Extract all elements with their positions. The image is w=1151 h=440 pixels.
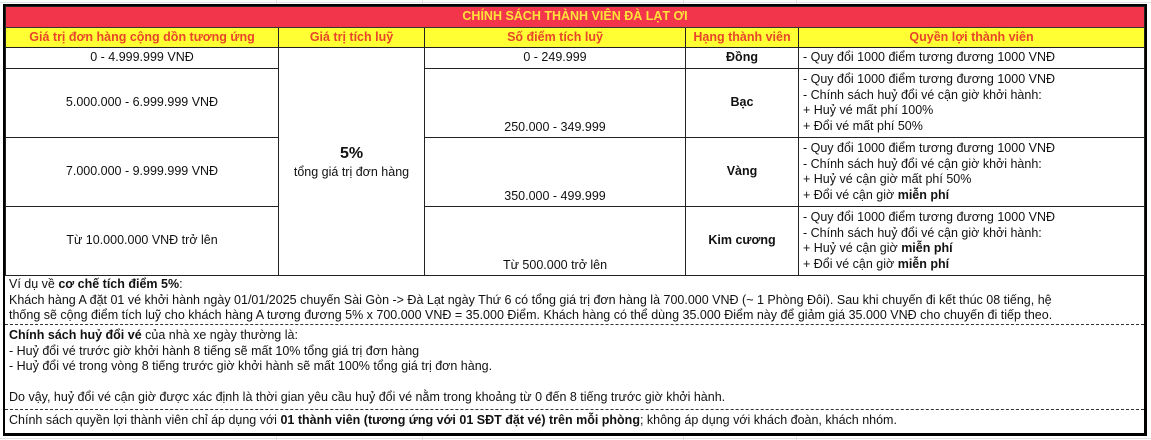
benefit-line: + Đổi vé mất phí 50% bbox=[803, 118, 923, 133]
header-points[interactable]: Số điểm tích luỹ bbox=[425, 28, 686, 48]
tier-cell[interactable]: Kim cương bbox=[686, 207, 799, 276]
benefit-line bbox=[803, 257, 1140, 273]
example-note[interactable] bbox=[5, 274, 1144, 325]
cancel-policy-conclusion: Do vậy, huỷ đổi vé cận giờ được xác định là thời gian yêu cầu huỷ đổi vé nằm trong khoảng từ 0 đến 8 tiếng trước giờ khởi hành. bbox=[9, 390, 726, 404]
benefits-cell[interactable] bbox=[799, 207, 1145, 276]
benefit-line: - Quy đổi 1000 điểm tương đương 1000 VNĐ bbox=[803, 210, 1056, 224]
scope-note[interactable] bbox=[5, 410, 1144, 434]
table-row bbox=[6, 69, 1145, 138]
header-accumulation-value[interactable]: Giá trị tích luỹ bbox=[279, 28, 425, 48]
benefit-line: - Chính sách huỷ đổi vé cận giờ khởi hành: bbox=[803, 156, 1042, 171]
example-intro-text: Ví dụ về bbox=[9, 277, 59, 291]
tier-cell[interactable]: Đồng bbox=[686, 48, 799, 69]
example-intro-highlight: cơ chế tích điểm 5% bbox=[58, 277, 180, 291]
cancel-policy-title: Chính sách huỷ đổi vé bbox=[9, 328, 142, 342]
accumulation-description: tổng giá trị đơn hàng bbox=[293, 164, 410, 179]
scope-line bbox=[9, 413, 1140, 429]
benefit-line bbox=[803, 241, 1140, 257]
order-value-cell[interactable]: 0 - 4.999.999 VNĐ bbox=[6, 48, 279, 69]
scope-text: Chính sách quyền lợi thành viên chỉ áp dụng với bbox=[9, 413, 281, 427]
benefit-text: + Đổi vé cận giờ bbox=[803, 256, 898, 271]
benefit-line: - Chính sách huỷ đổi vé cận giờ khởi hành: bbox=[803, 87, 1042, 102]
tier-cell[interactable]: Bạc bbox=[686, 69, 799, 138]
header-tier[interactable]: Hạng thành viên bbox=[686, 28, 799, 48]
membership-table bbox=[5, 6, 1145, 276]
benefit-line bbox=[803, 188, 1140, 204]
example-intro-suffix: : bbox=[179, 277, 183, 291]
order-value-cell[interactable]: 7.000.000 - 9.999.999 VNĐ bbox=[6, 138, 279, 207]
benefits-cell[interactable] bbox=[799, 138, 1145, 207]
cancel-policy-line: - Huỷ đổi vé trước giờ khởi hành 8 tiếng sẽ mất 10% tổng giá trị đơn hàng bbox=[9, 343, 420, 358]
notes-section bbox=[5, 274, 1144, 434]
table-row bbox=[6, 207, 1145, 276]
cancel-policy-note[interactable] bbox=[5, 325, 1144, 410]
points-cell[interactable]: Từ 500.000 trở lên bbox=[425, 207, 686, 276]
benefits-cell[interactable] bbox=[799, 69, 1145, 138]
accumulation-rate: 5% bbox=[339, 144, 364, 162]
example-line: Khách hàng A đặt 01 vé khởi hành ngày 01/01/2025 chuyến Sài Gòn -> Đà Lạt ngày Thứ 6 có tổng giá trị đơn hàng là 700.000 VNĐ (~ 1 Phòng Đôi). Sau khi chuyến đi kết thúc 08 tiếng, hệ bbox=[9, 292, 1052, 307]
cancel-policy-line: - Huỷ đổi vé trong vòng 8 tiếng trước giờ khởi hành sẽ mất 100% tổng giá trị đơn hàng. bbox=[9, 359, 493, 373]
benefits-cell[interactable] bbox=[799, 48, 1145, 69]
membership-policy-sheet bbox=[3, 4, 1147, 436]
benefit-line: - Quy đổi 1000 điểm tương đương 1000 VNĐ bbox=[803, 72, 1056, 86]
benefit-highlight: miễn phí bbox=[897, 187, 950, 202]
points-cell[interactable]: 250.000 - 349.999 bbox=[425, 69, 686, 138]
benefit-line: - Quy đổi 1000 điểm tương đương 1000 VNĐ bbox=[803, 50, 1056, 65]
header-row bbox=[6, 28, 1145, 48]
benefit-line: + Huỷ vé cận giờ mất phí 50% bbox=[803, 172, 972, 186]
benefit-line: + Huỷ vé mất phí 100% bbox=[803, 103, 934, 117]
example-line: thống sẽ cộng điểm tích luỹ cho khách hàng A tương đương 5% x 700.000 VNĐ = 35.000 Điểm. Khách hàng có thể dùng 35.000 Điểm này để giảm giá 35.000 VNĐ cho chuyến đi tiếp theo. bbox=[9, 308, 1053, 322]
benefit-text: + Đổi vé cận giờ bbox=[803, 187, 898, 202]
benefit-line: - Quy đổi 1000 điểm tương đương 1000 VNĐ bbox=[803, 141, 1056, 155]
table-row bbox=[6, 138, 1145, 207]
order-value-cell[interactable]: Từ 10.000.000 VNĐ trở lên bbox=[6, 207, 279, 276]
points-cell[interactable]: 0 - 249.999 bbox=[425, 48, 686, 69]
table-title[interactable]: CHÍNH SÁCH THÀNH VIÊN ĐÀ LẠT ƠI bbox=[6, 7, 1145, 28]
order-value-cell[interactable]: 5.000.000 - 6.999.999 VNĐ bbox=[6, 69, 279, 138]
benefit-text: + Huỷ vé cận giờ bbox=[803, 241, 902, 255]
header-benefits[interactable]: Quyền lợi thành viên bbox=[799, 28, 1145, 48]
cancel-policy-heading bbox=[9, 328, 1140, 344]
header-order-value[interactable]: Giá trị đơn hàng cộng dồn tương ứng bbox=[6, 28, 279, 48]
benefit-highlight: miễn phí bbox=[901, 241, 953, 255]
spacer bbox=[9, 375, 1140, 391]
benefit-line: - Chính sách huỷ đổi vé cận giờ khởi hành: bbox=[803, 225, 1042, 240]
scope-suffix: ; không áp dụng với khách đoàn, khách nhóm. bbox=[639, 413, 897, 427]
points-cell[interactable]: 350.000 - 499.999 bbox=[425, 138, 686, 207]
title-row bbox=[6, 7, 1145, 28]
accumulation-rate-cell[interactable] bbox=[279, 48, 425, 276]
scope-highlight: 01 thành viên (tương ứng với 01 SĐT đặt vé) trên mỗi phòng bbox=[280, 413, 640, 427]
example-intro bbox=[9, 277, 1140, 293]
cancel-policy-suffix: của nhà xe ngày thường là: bbox=[141, 328, 298, 342]
table-row bbox=[6, 48, 1145, 69]
benefit-highlight: miễn phí bbox=[897, 256, 950, 271]
tier-cell[interactable]: Vàng bbox=[686, 138, 799, 207]
